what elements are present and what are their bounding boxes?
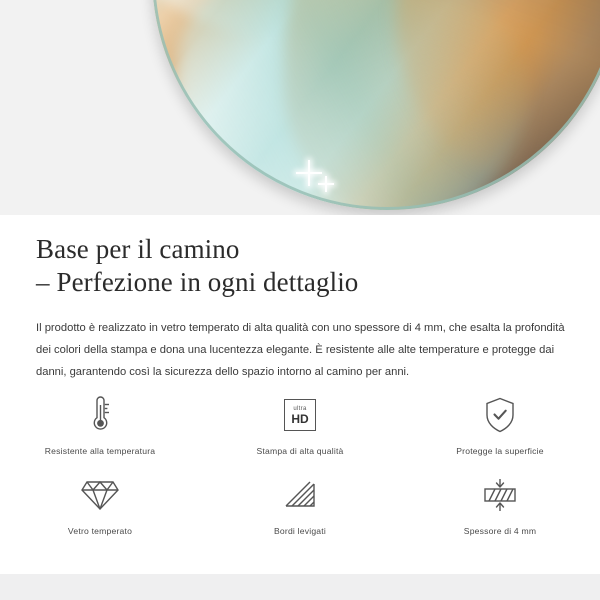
feature-label: Bordi levigati [273,526,326,536]
ultra-hd-box [284,399,316,431]
feature-item-thickness [400,472,600,536]
headline-line-2: – Perfezione in ogni dettaglio [36,267,359,297]
ultra-hd-icon [284,392,316,438]
footer-bar [0,574,600,600]
feature-label: Stampa di alta qualità [256,446,344,456]
ultra-text: ultra [293,405,307,412]
hd-text: HD [291,411,309,426]
feature-item-tempered-glass [0,472,200,536]
feature-label: Resistente alla temperatura [44,446,156,456]
headline-line-1: Base per il camino [36,234,240,264]
polished-edges-icon [282,472,318,518]
glass-plate-image [152,0,600,210]
page-title [0,215,600,299]
feature-label: Vetro temperato [67,526,133,536]
diamond-icon [80,472,120,518]
body-paragraph: Il prodotto è realizzato in vetro temperato di alta qualità con uno spessore di 4 mm, che esalta la profondità dei colori della stampa e dona una lucentezza elegante. È resistente alle alte temperature e protegge dai danni, garantendo così la sicurezza dello spazio intorno al camino per anni. [36,322,565,378]
feature-item-polished-edges [200,472,400,536]
hero-image [0,0,600,215]
feature-label: Spessore di 4 mm [463,526,537,536]
feature-item-temperature [0,392,200,456]
thickness-arrows-icon [481,472,519,518]
feature-label: Protegge la superficie [456,446,544,456]
feature-item-surface-protection [400,392,600,456]
thermometer-icon [83,392,117,438]
text-content [0,215,600,383]
shield-check-icon [482,392,518,438]
feature-grid [0,392,600,536]
feature-item-print-quality [200,392,400,456]
